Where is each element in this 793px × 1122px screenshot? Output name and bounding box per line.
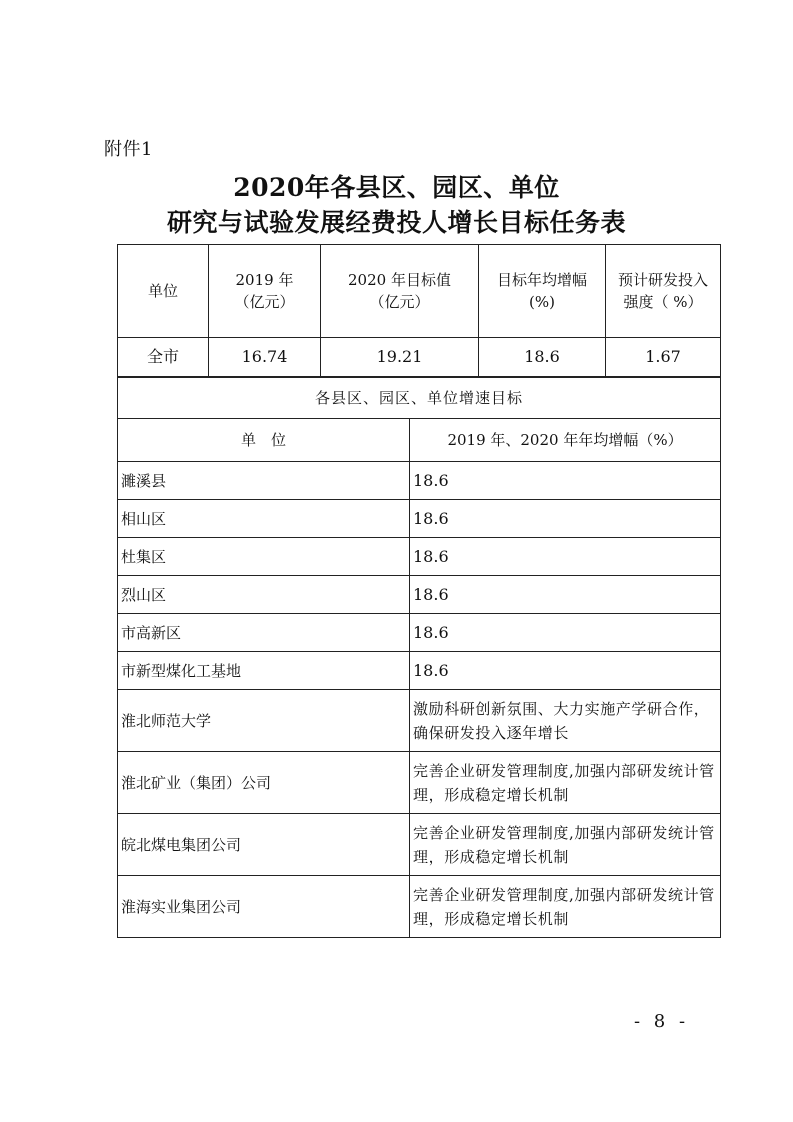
row-unit: 市高新区 [118, 614, 410, 652]
targets-subtitle: 各县区、园区、单位增速目标 [118, 378, 721, 419]
table-row [118, 576, 721, 614]
summary-table [117, 244, 721, 377]
row-unit: 濉溪县 [118, 462, 410, 500]
row-value: 18.6 [410, 614, 721, 652]
row-unit: 淮北师范大学 [118, 690, 410, 752]
targets-header-growth: 2019 年、2020 年年均增幅（%） [410, 419, 721, 462]
row-value: 18.6 [410, 576, 721, 614]
row-value: 18.6 [410, 538, 721, 576]
header-2020-target: 2020 年目标值 （亿元） [321, 245, 479, 338]
summary-total-row [118, 338, 721, 377]
table-row [118, 876, 721, 938]
row-unit: 皖北煤电集团公司 [118, 814, 410, 876]
table-row [118, 814, 721, 876]
targets-table [117, 377, 721, 938]
row-value: 18.6 [410, 500, 721, 538]
row-unit: 相山区 [118, 500, 410, 538]
row-value: 18.6 [410, 462, 721, 500]
table-row [118, 690, 721, 752]
row-value: 完善企业研发管理制度,加强内部研发统计管理，形成稳定增长机制 [410, 876, 721, 938]
table-row [118, 652, 721, 690]
row-unit: 烈山区 [118, 576, 410, 614]
table-row [118, 614, 721, 652]
row-unit: 淮北矿业（集团）公司 [118, 752, 410, 814]
row-value: 18.6 [410, 652, 721, 690]
row-value: 激励科研创新氛围、大力实施产学研合作，确保研发投入逐年增长 [410, 690, 721, 752]
header-unit: 单位 [118, 245, 209, 338]
row-unit: 市新型煤化工基地 [118, 652, 410, 690]
page-title-line-1: 2020年各县区、园区、单位 [233, 173, 560, 202]
page-title-line-2: 研究与试验发展经费投人增长目标任务表 [166, 208, 626, 237]
total-rd-intensity: 1.67 [606, 338, 721, 377]
total-2019: 16.74 [209, 338, 321, 377]
header-2019: 2019 年 （亿元） [209, 245, 321, 338]
attachment-label: 附件1 [104, 139, 153, 160]
row-unit: 淮海实业集团公司 [118, 876, 410, 938]
table-row [118, 500, 721, 538]
header-rd-intensity: 预计研发投入 强度（ %） [606, 245, 721, 338]
targets-header-unit: 单 位 [118, 419, 410, 462]
table-row [118, 752, 721, 814]
total-annual-growth: 18.6 [479, 338, 606, 377]
targets-subtitle-row [118, 378, 721, 419]
header-annual-growth: 目标年均增幅 (%) [479, 245, 606, 338]
row-value: 完善企业研发管理制度,加强内部研发统计管理，形成稳定增长机制 [410, 752, 721, 814]
table-row [118, 462, 721, 500]
row-value: 完善企业研发管理制度,加强内部研发统计管理，形成稳定增长机制 [410, 814, 721, 876]
summary-header-row [118, 245, 721, 338]
row-unit: 杜集区 [118, 538, 410, 576]
table-row [118, 538, 721, 576]
total-2020-target: 19.21 [321, 338, 479, 377]
total-unit: 全市 [118, 338, 209, 377]
targets-header-row [118, 419, 721, 462]
page-number: - 8 - [634, 1011, 690, 1032]
